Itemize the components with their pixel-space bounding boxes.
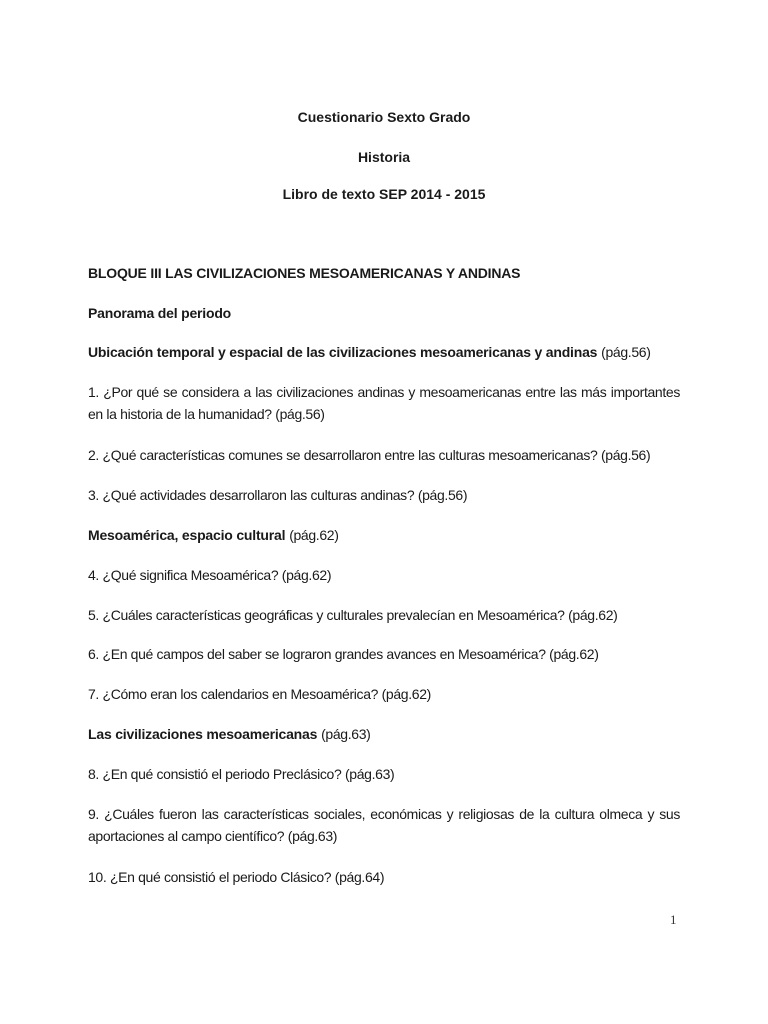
section-heading-ubicacion <box>88 341 680 363</box>
question-8: 8. ¿En qué consistió el periodo Preclásico? (pág.63) <box>88 766 395 782</box>
question-1: 1. ¿Por qué se considera a las civilizaciones andinas y mesoamericanas entre las más importantes en la historia de la humanidad? (pág.56) <box>88 384 680 422</box>
question-7: 7. ¿Cómo eran los calendarios en Mesoamérica? (pág.62) <box>88 686 431 702</box>
question-6: 6. ¿En qué campos del saber se lograron grandes avances en Mesoamérica? (pág.62) <box>88 646 599 662</box>
section-heading-panorama: Panorama del periodo <box>88 305 232 321</box>
question-5: 5. ¿Cuáles características geográficas y culturales prevalecían en Mesoamérica? (pág.62) <box>88 607 618 623</box>
section-heading-text: Ubicación temporal y espacial de las civilizaciones mesoamericanas y andinas <box>88 344 598 360</box>
question-4: 4. ¿Qué significa Mesoamérica? (pág.62) <box>88 567 332 583</box>
document-subject: Historia <box>357 149 411 165</box>
block-title: BLOQUE III LAS CIVILIZACIONES MESOAMERICANAS Y ANDINAS <box>88 265 521 281</box>
section-heading-civilizaciones <box>88 723 680 745</box>
page-number: 1 <box>670 912 677 927</box>
section-heading-text: Las civilizaciones mesoamericanas <box>88 726 318 742</box>
section-heading-text: Mesoamérica, espacio cultural <box>88 527 286 543</box>
question-3: 3. ¿Qué actividades desarrollaron las culturas andinas? (pág.56) <box>88 487 468 503</box>
question-2: 2. ¿Qué características comunes se desarrollaron entre las culturas mesoamericanas? (pág.56) <box>88 447 651 463</box>
question-9: 9. ¿Cuáles fueron las características sociales, económicas y religiosas de la cultura olmeca y sus aportaciones al campo científico? (pág.63) <box>88 806 680 844</box>
section-heading-mesoamerica <box>88 524 680 546</box>
section-page-ref: (pág.56) <box>601 344 651 360</box>
section-page-ref: (pág.63) <box>321 726 371 742</box>
document-title: Cuestionario Sexto Grado <box>297 109 471 125</box>
document-textbook: Libro de texto SEP 2014 - 2015 <box>282 186 486 202</box>
section-page-ref: (pág.62) <box>289 527 339 543</box>
question-10: 10. ¿En qué consistió el periodo Clásico? (pág.64) <box>88 869 385 885</box>
